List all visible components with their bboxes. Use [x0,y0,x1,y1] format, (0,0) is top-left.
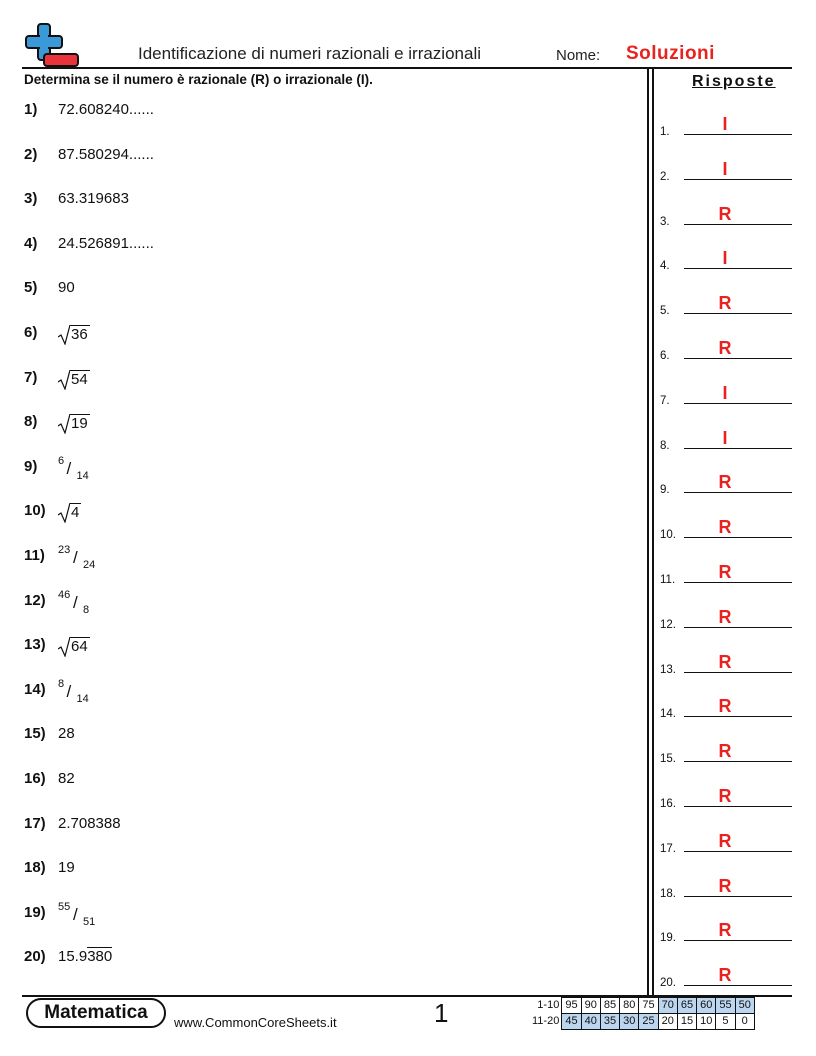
answer-row [660,949,792,989]
answer-number: 6. [660,350,670,362]
answer-row [660,188,792,228]
fraction-numerator: 23 [58,544,71,556]
fraction-numerator: 8 [58,677,65,690]
problem-item [24,413,90,437]
problem-number: 16) [24,770,46,787]
problem-value: 87.580294...... [58,145,154,163]
answer-value: R [718,203,732,224]
answer-number: 11. [660,574,676,586]
page-number: 1 [434,998,449,1028]
answer-number: 5. [660,305,670,318]
answer-number: 18. [660,887,676,900]
score-cell: 80 [620,998,639,1014]
fraction-denominator: 51 [83,915,96,928]
answer-number: 13. [660,663,676,676]
problem-item [24,454,118,482]
answer-number: 8. [660,439,670,452]
problem-item [24,770,75,794]
radicand: 64 [71,638,88,656]
square-root [58,370,90,390]
answer-value: R [718,338,732,358]
problem-item [24,146,154,170]
problem-item [24,324,90,348]
answer-number: 10. [660,529,676,542]
answer-value: R [718,562,732,582]
answer-row [660,232,792,272]
score-cell: 55 [716,998,735,1014]
problem-number: 20) [24,948,46,966]
problem-number: 4) [24,234,38,252]
problem-item [24,190,129,214]
problem-value: 19 [58,859,75,877]
score-cell: 40 [581,1014,600,1030]
answer-row [660,815,792,855]
answer-row [660,680,792,720]
answer-row [660,143,792,183]
answer-value: R [718,830,732,851]
answer-value: I [722,158,728,179]
instructions: Determina se il numero è razionale (R) o irrazionale (I). [24,72,373,87]
problem-item [24,815,121,839]
answer-value: R [718,920,732,941]
plus-minus-logo-icon [22,22,82,70]
column-divider [652,67,654,996]
fraction [58,677,118,707]
answer-number: 15. [660,753,676,766]
name-label: Nome: [556,47,601,64]
score-cell: 90 [581,998,600,1014]
radical-sign-icon [58,370,70,390]
score-cell: 75 [639,998,658,1014]
fraction [58,454,118,484]
answer-row [660,501,792,541]
score-cell: 65 [677,998,696,1014]
radicand: 19 [71,415,88,433]
answer-row [660,770,792,810]
fraction [58,900,118,930]
problem-item [24,900,118,928]
square-root [58,503,81,523]
column-divider [647,67,649,996]
problem-item [24,636,90,660]
problem-item [24,502,81,526]
answer-value: R [718,965,732,986]
problem-number: 11) [24,547,45,564]
score-cell: 15 [677,1014,696,1030]
answer-value: R [718,293,732,314]
score-cell: 30 [620,1014,639,1030]
problem-item [24,677,118,705]
answer-number: 9. [660,484,670,497]
problem-item [24,279,75,303]
fraction-slash: / [73,904,78,924]
radical-sign-icon [58,414,70,434]
fraction-denominator: 24 [83,559,96,571]
answer-value: R [718,786,732,806]
answer-row [660,636,792,676]
score-cell: 25 [639,1014,658,1030]
score-table [529,997,755,1030]
problem-item [24,544,118,571]
problem-item [24,235,154,259]
answer-row [660,725,792,765]
problem-item [24,859,75,883]
fraction-slash: / [66,458,72,478]
answer-row [660,591,792,631]
answer-value: R [718,696,732,717]
answer-number: 12. [660,618,676,631]
radical-sign-icon [58,503,70,523]
radical-sign-icon [58,325,70,345]
problem-value: 2.708388 [58,814,121,832]
problem-value: 90 [58,279,75,297]
score-cell: 0 [735,1014,754,1030]
problem-item [24,948,112,972]
fraction-denominator: 14 [76,692,89,705]
problem-item [24,725,75,749]
score-cell: 60 [697,998,716,1014]
fraction-slash: / [73,548,78,567]
answer-row [660,456,792,496]
score-row [529,1014,754,1030]
fraction-slash: / [66,681,72,701]
answer-row [660,904,792,944]
problem-value: 28 [58,725,75,743]
problem-number: 6) [24,324,38,341]
answer-row [660,860,792,900]
fraction-denominator: 14 [76,469,89,482]
problem-number: 2) [24,145,38,163]
radicand: 4 [71,504,80,522]
fraction-numerator: 55 [58,900,71,913]
answer-value: R [718,651,732,672]
website-url[interactable]: www.CommonCoreSheets.it [174,1015,337,1030]
answer-number: 1. [660,126,670,138]
answers-title: Risposte [692,73,776,90]
answer-number: 3. [660,215,670,228]
answer-number: 17. [660,842,676,855]
problem-number: 7) [24,368,38,386]
answer-row [660,546,792,586]
answer-number: 20. [660,977,676,990]
score-row-label: 11-20 [532,1015,560,1027]
score-cell: 20 [658,1014,677,1030]
problem-number: 12) [24,591,46,609]
problem-item [24,369,90,393]
problem-number: 3) [24,190,38,208]
problem-value: 24.526891...... [58,234,154,252]
fraction [58,588,118,618]
problem-number: 13) [24,636,46,654]
answer-value: R [718,517,732,538]
problem-value: 63.319683 [58,190,129,208]
score-cell: 50 [735,998,754,1014]
problem-value: 82 [58,770,75,787]
answer-row [660,277,792,317]
radicand: 54 [71,370,88,388]
problem-number: 1) [24,101,38,118]
problem-number: 14) [24,680,46,698]
repeating-digits: 380 [87,948,113,966]
answer-row [660,412,792,452]
problem-number: 17) [24,814,46,832]
answer-row [660,322,792,362]
answer-value: R [718,875,732,896]
problem-item [24,101,154,125]
score-cell: 45 [562,1014,581,1030]
score-cell: 70 [658,998,677,1014]
radical-sign-icon [58,637,70,657]
answer-value: I [722,114,728,134]
worksheet-title: Identificazione di numeri razionali e irrazionali [138,44,482,63]
answer-value: I [722,248,728,269]
square-root [58,325,90,345]
decimal-base: 15.9 [58,948,88,966]
answer-row [660,367,792,407]
answer-number: 16. [660,798,676,810]
problem-number: 9) [24,457,38,475]
fraction-numerator: 6 [58,454,65,467]
header-rule [22,67,792,69]
name-value: Soluzioni [626,43,715,64]
problem-number: 19) [24,903,46,921]
answer-value: R [718,741,732,762]
fraction-slash: / [73,592,78,612]
score-cell: 85 [600,998,619,1014]
score-cell: 35 [600,1014,619,1030]
square-root [58,414,90,434]
radicand: 36 [71,326,88,343]
problem-number: 15) [24,725,46,743]
answer-number: 7. [660,394,670,407]
square-root [58,637,90,657]
answer-value: I [722,427,728,448]
score-cell: 5 [716,1014,735,1030]
answer-number: 4. [660,260,670,273]
answer-value: R [718,472,732,493]
problem-number: 10) [24,502,46,520]
score-row [529,998,754,1014]
answer-row [660,98,792,138]
answer-number: 2. [660,170,670,183]
score-cell: 95 [562,998,581,1014]
answer-number: 14. [660,708,676,721]
answer-value: I [722,382,728,403]
brand-badge: Matematica [26,998,166,1028]
problem-number: 5) [24,279,38,297]
problem-item [24,588,118,616]
problem-number: 18) [24,859,46,877]
answer-number: 19. [660,932,676,945]
problem-value: 72.608240...... [58,101,154,118]
score-cell: 10 [697,1014,716,1030]
score-row-label: 1-10 [537,999,560,1011]
fraction [58,544,118,573]
answer-value: R [718,606,732,627]
fraction-denominator: 8 [83,603,90,616]
fraction-numerator: 46 [58,588,71,601]
problem-number: 8) [24,413,38,431]
